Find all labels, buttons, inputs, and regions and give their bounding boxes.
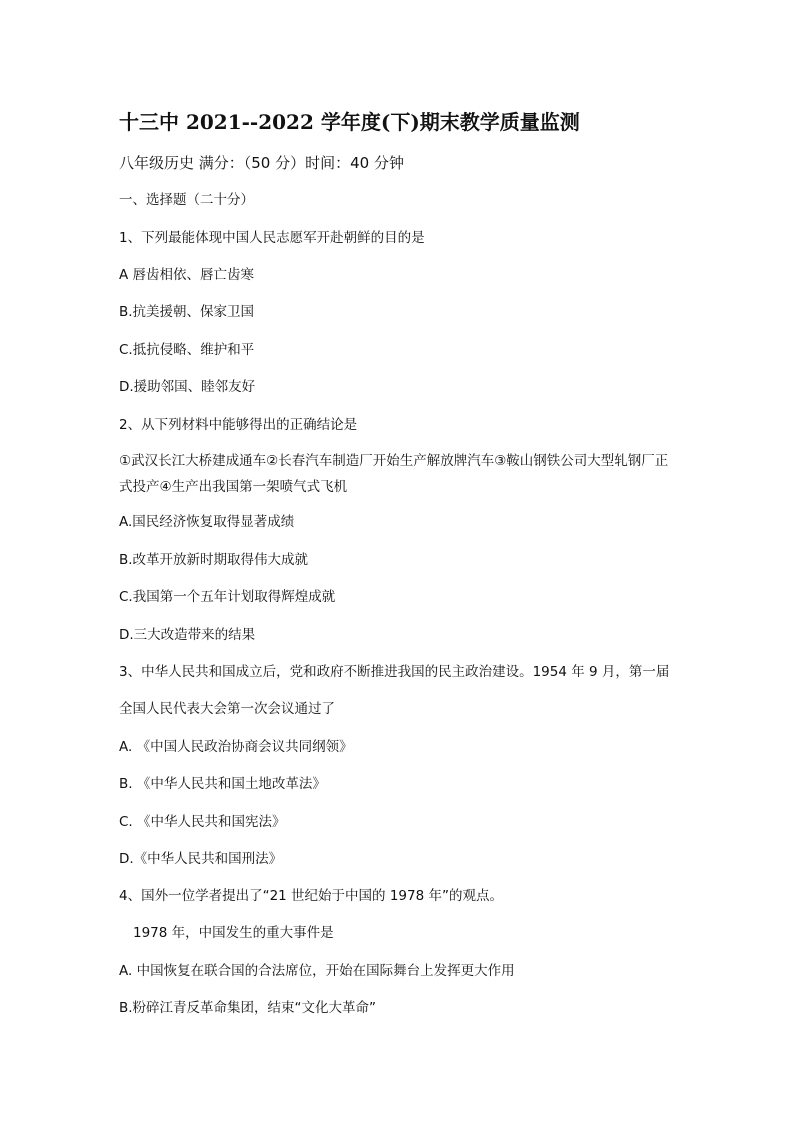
question-4-option-b: B.粉碎江青反革命集团，结束“文化大革命”	[119, 1000, 377, 1016]
question-1-option-d: D.援助邻国、睦邻友好	[119, 379, 256, 395]
question-4-option-a: A. 中国恢复在联合国的合法席位，开始在国际舞台上发挥更大作用	[119, 963, 515, 979]
exam-info: 八年级历史 满分：（50 分）时间：40 分钟	[119, 154, 404, 172]
section-heading: 一、选择题（二十分）	[119, 192, 254, 208]
question-1-option-c: C.抵抗侵略、维护和平	[119, 342, 255, 358]
question-4-stem-line2: 1978 年，中国发生的重大事件是	[133, 925, 334, 941]
question-3-option-b: B. 《中华人民共和国土地改革法》	[119, 776, 326, 792]
question-3-option-a: A. 《中国人民政治协商会议共同纲领》	[119, 739, 353, 755]
question-3-stem-line1: 3、中华人民共和国成立后，党和政府不断推进我国的民主政治建设。1954 年 9 月，第一届	[119, 664, 670, 680]
question-2-option-c: C.我国第一个五年计划取得辉煌成就	[119, 589, 336, 605]
question-1-stem: 1、下列最能体现中国人民志愿军开赴朝鲜的目的是	[119, 230, 425, 246]
question-2-option-d: D.三大改造带来的结果	[119, 627, 256, 643]
question-3-stem-line2: 全国人民代表大会第一次会议通过了	[119, 701, 335, 717]
question-2-material: ①武汉长江大桥建成通车②长春汽车制造厂开始生产解放牌汽车③鞍山钢铁公司大型轧钢厂正式投产④生产出我国第一架喷气式飞机	[119, 453, 669, 495]
question-2-option-b: B.改革开放新时期取得伟大成就	[119, 552, 309, 568]
question-1-option-b: B.抗美援朝、保家卫国	[119, 304, 255, 320]
question-1-option-a: A 唇齿相依、唇亡齿寒	[119, 267, 255, 283]
question-3-option-c: C. 《中华人民共和国宪法》	[119, 814, 286, 830]
question-3-option-d: D.《中华人民共和国刑法》	[119, 851, 283, 867]
question-4-stem: 4、国外一位学者提出了“21 世纪始于中国的 1978 年”的观点。	[119, 888, 503, 904]
page-title: 十三中 2021--2022 学年度(下)期末教学质量监测	[119, 110, 580, 134]
question-2-option-a: A.国民经济恢复取得显著成绩	[119, 514, 295, 530]
question-2-stem: 2、从下列材料中能够得出的正确结论是	[119, 417, 358, 433]
